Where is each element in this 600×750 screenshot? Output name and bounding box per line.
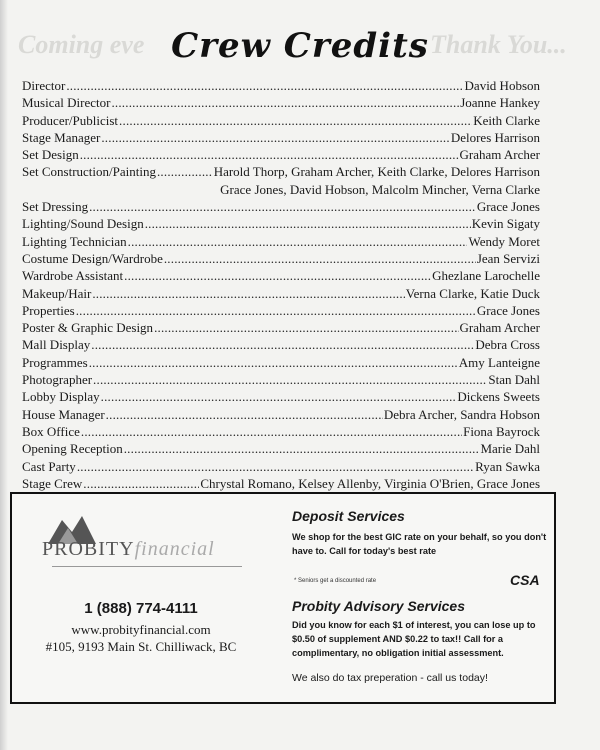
ad-contact-panel [12,494,270,702]
credit-name: Debra Cross [475,337,540,353]
credit-row [22,423,540,440]
leader-dots [81,423,462,440]
leader-dots [92,285,404,302]
credit-name: Grace Jones, David Hobson, Malcolm Mincher, Verna Clarke [220,181,540,197]
credit-row [22,215,540,232]
ad-services-panel [278,494,554,702]
page-title: Crew Credits [171,26,429,66]
credit-name: Ghezlane Larochelle [432,268,540,284]
credit-name: Graham Archer [459,320,540,336]
leader-dots [89,354,458,371]
logo-word-probity: PROBITY [42,538,135,560]
credit-role: Lobby Display [22,389,100,405]
bleed-through-text-left: Coming eve [18,30,145,59]
credit-continuation-row [22,181,540,198]
credit-name: Jean Servizi [476,250,540,266]
credit-name: Verna Clarke, Katie Duck [405,285,540,301]
leader-dots [80,146,459,163]
crew-credits-list [22,77,540,509]
leader-dots [66,77,463,94]
credit-role: Makeup/Hair [22,285,92,301]
leader-dots [145,215,471,232]
credit-name: Joanne Hankey [460,95,540,111]
credit-row [22,475,540,492]
leader-dots [101,388,457,405]
credit-role: Lighting Technician [22,233,127,249]
logo-tagline-rule [52,566,242,573]
credit-role: House Manager [22,406,105,422]
credit-role: Opening Reception [22,441,123,457]
credit-row [22,440,540,457]
leader-dots [157,163,213,180]
logo-word-financial: financial [134,538,215,560]
leader-dots [119,112,472,129]
leader-dots [164,250,476,267]
leader-dots [101,129,449,146]
credit-role: Lighting/Sound Design [22,216,144,232]
leader-dots [124,267,431,284]
credit-name: David Hobson [464,78,540,93]
credit-role: Stage Manager [22,129,101,145]
credit-role: Photographer [22,372,93,388]
credit-row [22,233,540,250]
credit-name: Graham Archer [459,147,540,163]
credit-name: Dickens Sweets [457,389,540,405]
credit-row [22,388,540,405]
credit-row [22,77,540,94]
credit-name: Marie Dahl [480,441,540,457]
leader-dots [89,198,476,215]
credit-role: Costume Design/Wardrobe [22,250,163,266]
leader-dots [93,371,487,388]
credit-row [22,458,540,475]
leader-dots [124,440,480,457]
phone-number: 1 (888) 774-4111 [84,600,198,617]
credit-row [22,146,540,163]
credit-name: Kevin Sigaty [471,216,540,232]
credit-row [22,336,540,353]
leader-dots [91,336,474,353]
credit-name: Harold Thorp, Graham Archer, Keith Clarke, Delores Harrison [213,164,540,180]
credit-row [22,198,540,215]
credit-name: Chrystal Romano, Kelsey Allenby, Virginia O'Brien, Grace Jones [200,475,540,491]
credit-name: Wendy Moret [468,233,540,249]
leader-dots [76,302,476,319]
credit-name: Amy Lanteigne [458,354,540,370]
probity-logo-wordmark [42,538,272,561]
leader-dots [106,406,383,423]
credit-row [22,250,540,267]
page-edge [0,0,8,750]
credit-role: Set Dressing [22,199,89,215]
credit-role: Poster & Graphic Design [22,320,154,336]
credit-name: Delores Harrison [450,129,540,145]
credit-row [22,302,540,319]
seniors-note: * Seniors get a discounted rate [294,578,377,584]
credit-role: Set Construction/Painting [22,164,156,180]
credit-row [22,406,540,423]
credit-row [22,112,540,129]
credit-row [22,94,540,111]
credit-role: Programmes [22,354,88,370]
leader-dots [83,475,199,492]
website-url: www.probityfinancial.com [71,622,211,637]
bleed-through-text-right: Thank You... [430,30,567,59]
credit-role: Musical Director [22,95,111,111]
credit-role: Set Design [22,147,79,163]
credit-role: Stage Crew [22,475,83,491]
credit-row [22,354,540,371]
credit-name: Stan Dahl [488,372,540,388]
probity-advertisement [10,492,556,704]
credit-name: Grace Jones [476,302,540,318]
credit-name: Debra Archer, Sandra Hobson [383,406,540,422]
credit-name: Fiona Bayrock [463,423,540,439]
credit-role: Cast Party [22,458,76,474]
credit-row [22,163,540,180]
credit-name: Grace Jones [476,199,540,215]
tax-preparation-line: We also do tax preperation - call us today! [292,672,488,684]
leader-dots [111,94,459,111]
csa-badge: CSA [510,572,540,588]
advisory-services-text: Did you know for each $1 of interest, you can lose up to $0.50 of supplement AND $0.22 to tax!! Call for a complimentary, no obligation initial assessment. [292,620,536,658]
deposit-services-text: We shop for the best GIC rate on your behalf, so you don't have to. Call for today's best rate [292,532,547,556]
credit-row [22,285,540,302]
street-address: #105, 9193 Main St. Chilliwack, BC [45,639,237,654]
credit-role: Wardrobe Assistant [22,268,124,284]
credit-row [22,129,540,146]
credit-row [22,267,540,284]
leader-dots [128,233,468,250]
credit-name: Ryan Sawka [475,458,540,474]
credit-name: Keith Clarke [473,112,540,128]
credit-row [22,319,540,336]
credit-role: Properties [22,302,75,318]
credit-role: Box Office [22,423,80,439]
credit-row [22,371,540,388]
credit-role: Mall Display [22,337,91,353]
advisory-services-heading: Probity Advisory Services [292,598,466,614]
leader-dots [154,319,458,336]
deposit-services-heading: Deposit Services [292,508,405,524]
leader-dots [77,458,474,475]
credit-role: Producer/Publicist [22,112,119,128]
credit-role: Director [22,78,66,93]
